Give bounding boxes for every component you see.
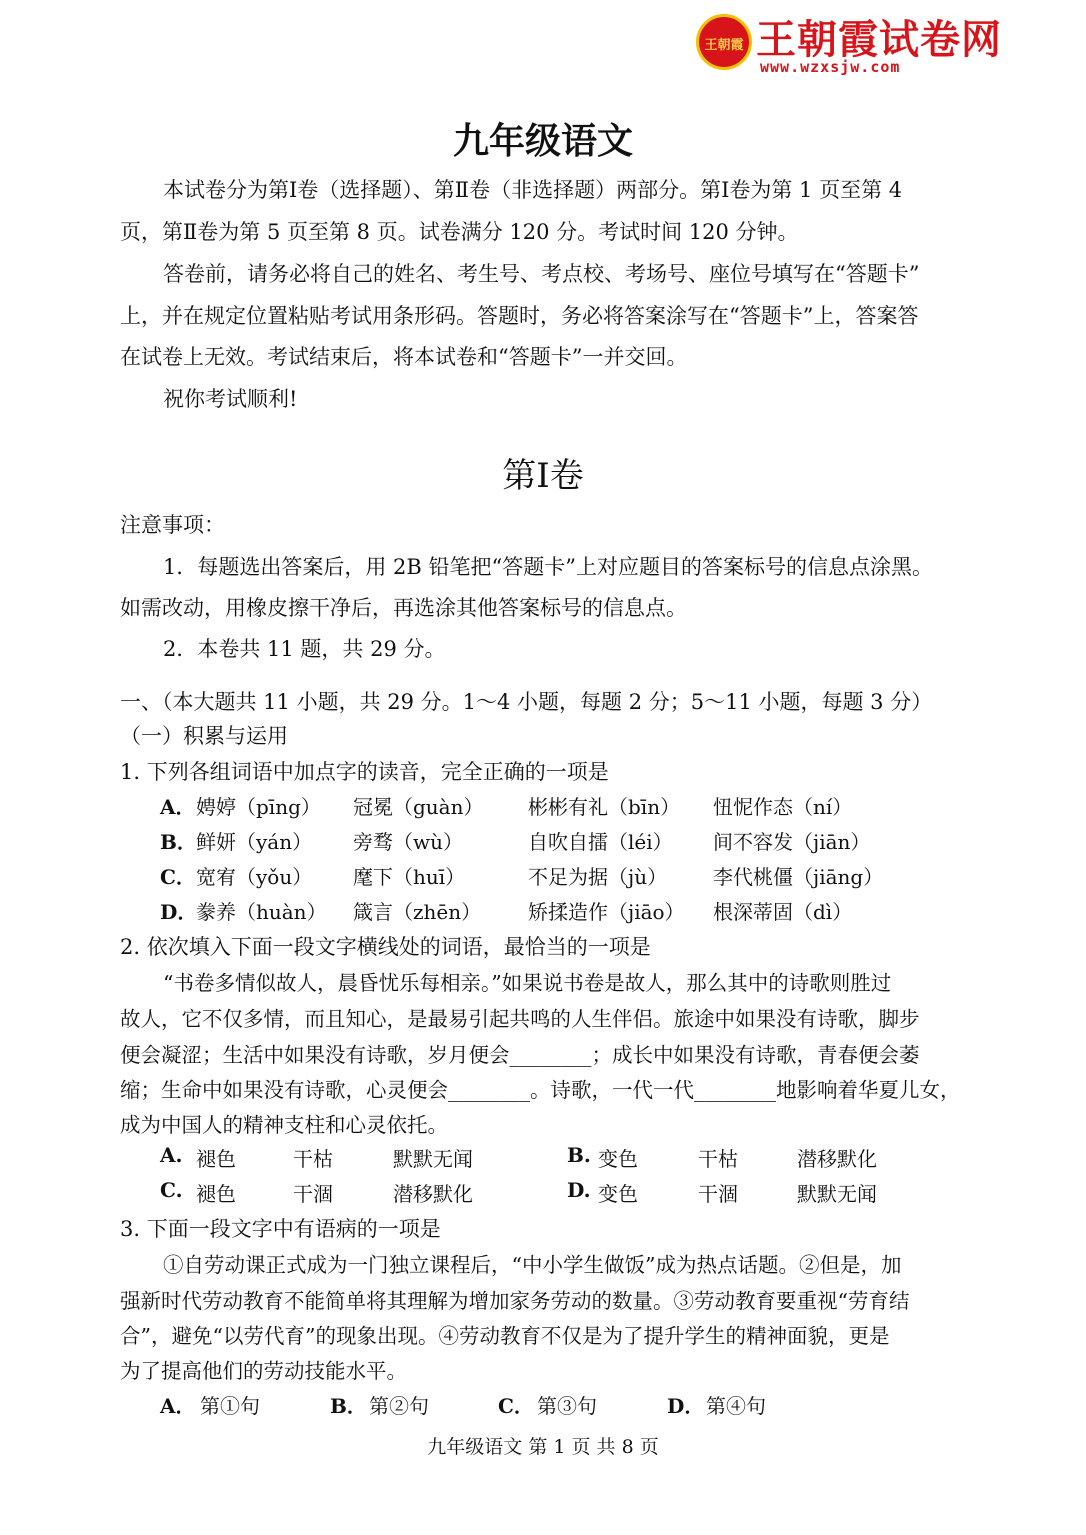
intro-line-3: 答卷前，请务必将自己的姓名、考生号、考点校、考场号、座位号填写在“答题卡” [163,262,920,286]
option-item: 彬彬有礼（bīn） [528,795,681,819]
intro-line-1: 本试卷分为第Ⅰ卷（选择题）、第Ⅱ卷（非选择题）两部分。第Ⅰ卷为第 1 页至第 4 [163,178,903,202]
site-logo[interactable] [694,6,1034,78]
option-item: 默默无闻 [797,1182,877,1206]
option-item: 褪色 [196,1147,236,1171]
option-item: 默默无闻 [393,1147,473,1171]
option-item: 豢养（huàn） [196,900,327,924]
q3-stem: 3. 下面一段文字中有语病的一项是 [120,1217,441,1241]
q3-passage-line: 强新时代劳动教育不能简单将其理解为增加家务劳动的数量。③劳动教育要重视“劳育结 [120,1289,910,1313]
option-label: D． [667,1394,705,1418]
logo-seal-icon [696,14,752,70]
option-item: 干涸 [698,1182,738,1206]
notice-item-1-cont: 如需改动，用橡皮擦干净后，再选涂其他答案标号的信息点。 [120,596,687,620]
q2-passage-line: 便会凝涩；生活中如果没有诗歌，岁月便会________；成长中如果没有诗歌，青春便会萎 [120,1043,920,1067]
option-label: A. [160,1143,183,1167]
option-item: 变色 [598,1182,638,1206]
section-title: 第Ⅰ卷 [502,456,584,496]
notice-heading: 注意事项： [120,513,225,537]
option-item: 干枯 [293,1147,333,1171]
intro-line-2: 页，第Ⅱ卷为第 5 页至第 8 页。试卷满分 120 分。考试时间 120 分钟。 [120,220,799,244]
option-label: C． [498,1394,534,1418]
option-item: 鲜妍（yán） [196,830,313,854]
option-item: 变色 [598,1147,638,1171]
option-text: 第②句 [369,1394,429,1418]
page-title: 九年级语文 [452,120,633,162]
option-label: B． [160,830,197,854]
q2-passage-line: 缩；生命中如果没有诗歌，心灵便会________。诗歌，一代一代________地影响着华夏儿女， [120,1078,961,1102]
option-item: 自吹自擂（léi） [528,830,673,854]
option-item: 褪色 [196,1182,236,1206]
intro-line-5: 在试卷上无效。考试结束后，将本试卷和“答题卡”一并交回。 [120,345,688,369]
option-label: D． [160,900,198,924]
option-item: 冠冕（guàn） [353,795,484,819]
notice-item-1: 1．每题选出答案后，用 2B 铅笔把“答题卡”上对应题目的答案标号的信息点涂黑。 [163,555,933,579]
q2-stem: 2. 依次填入下面一段文字横线处的词语，最恰当的一项是 [120,935,651,959]
option-item: 干涸 [293,1182,333,1206]
option-label: C． [160,865,196,889]
option-text: 第③句 [537,1394,597,1418]
option-label: B． [330,1394,367,1418]
option-item: 麾下（huī） [353,865,466,889]
q3-passage-line: 为了提高他们的劳动技能水平。 [120,1359,407,1383]
part-subheading: （一）积累与运用 [120,724,288,748]
intro-line-4: 上，并在规定位置粘贴考试用条形码。答题时，务必将答案涂写在“答题卡”上，答案答 [120,304,919,328]
option-item: 根深蒂固（dì） [713,900,853,924]
notice-item-2: 2．本卷共 11 题，共 29 分。 [163,637,446,661]
option-text: 第①句 [200,1394,260,1418]
option-item: 矫揉造作（jiāo） [528,900,685,924]
q3-passage-line: ①自劳动课正式成为一门独立课程后，“中小学生做饭”成为热点话题。②但是，加 [163,1253,902,1277]
option-label: A． [160,1394,196,1418]
q2-passage-line: “书卷多情似故人，晨昏忧乐每相亲。”如果说书卷是故人，那么其中的诗歌则胜过 [163,971,892,995]
part-heading: 一、（本大题共 11 小题，共 29 分。1～4 小题，每题 2 分；5～11 小题，每题 3 分） [120,690,933,714]
option-item: 旁骛（wù） [353,830,463,854]
logo-url: www.wzxsjw.com [760,58,901,76]
option-item: 箴言（zhēn） [353,900,482,924]
option-item: 潜移默化 [797,1147,877,1171]
q2-passage-line: 故人，它不仅多情，而且知心，是最易引起共鸣的人生伴侣。旅途中如果没有诗歌，脚步 [120,1007,920,1031]
page-footer: 九年级语文 第 1 页 共 8 页 [427,1436,659,1458]
intro-line-6: 祝你考试顺利! [163,387,298,411]
logo-seal-text: 王朝霞 [704,38,744,53]
option-label: C. [160,1178,183,1202]
option-label: A． [160,795,196,819]
option-item: 不足为据（jù） [528,865,668,889]
option-item: 娉婷（pīng） [196,795,321,819]
option-label: B. [567,1143,591,1167]
q3-passage-line: 合”，避免“以劳代育”的现象出现。④劳动教育不仅是为了提升学生的精神面貌，更是 [120,1324,890,1348]
option-text: 第④句 [706,1394,766,1418]
option-item: 李代桃僵（jiāng） [713,865,884,889]
option-item: 宽宥（yǒu） [196,865,313,889]
q2-passage-line: 成为中国人的精神支柱和心灵依托。 [120,1113,448,1137]
option-item: 忸怩作态（ní） [713,795,853,819]
option-item: 潜移默化 [393,1182,473,1206]
option-item: 间不容发（jiān） [713,830,871,854]
logo-name: 王朝霞试卷网 [756,17,1002,63]
option-label: D. [567,1178,591,1202]
option-item: 干枯 [698,1147,738,1171]
q1-stem: 1. 下列各组词语中加点字的读音，完全正确的一项是 [120,760,609,784]
